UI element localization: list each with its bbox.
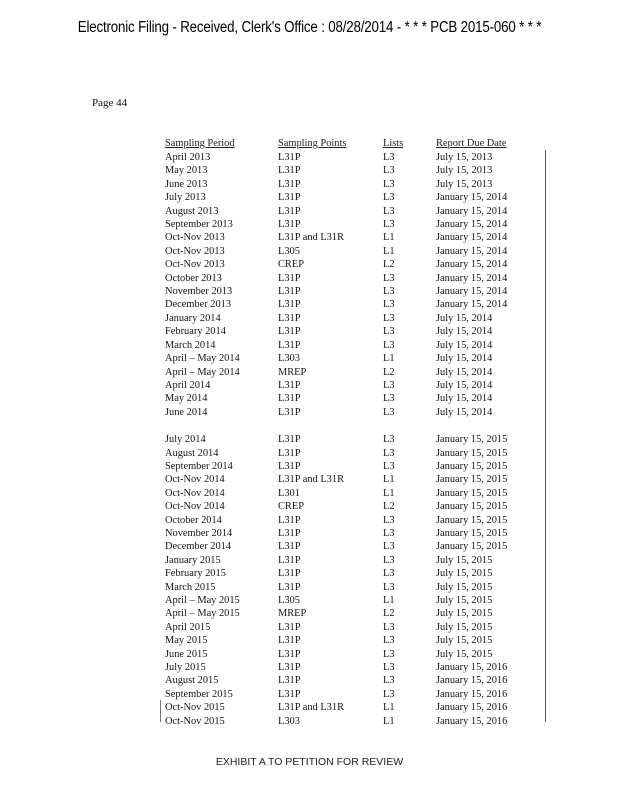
cell-sampling-period: August 2014: [165, 447, 219, 459]
table-row: [160, 607, 544, 620]
table-row: [160, 648, 544, 661]
table-row: [160, 661, 544, 674]
cell-lists: L3: [383, 514, 395, 526]
cell-report-due-date: July 15, 2014: [436, 353, 493, 365]
cell-report-due-date: January 15, 2015: [436, 447, 508, 459]
cell-lists: L3: [383, 219, 395, 231]
cell-lists: L3: [383, 675, 395, 687]
cell-sampling-points: L31P: [278, 286, 301, 298]
cell-sampling-points: L31P and L31R: [278, 232, 344, 244]
sampling-schedule-table: [160, 136, 544, 728]
cell-sampling-points: L31P: [278, 339, 301, 351]
cell-report-due-date: July 15, 2014: [436, 379, 493, 391]
cell-lists: L3: [383, 648, 395, 660]
cell-lists: L3: [383, 568, 395, 580]
filing-stamp-header: Electronic Filing - Received, Clerk's Office : 08/28/2014 - * * * PCB 2015-060 * * *: [77, 19, 542, 36]
table-row: [160, 554, 544, 567]
cell-lists: L3: [383, 326, 395, 338]
table-row: [160, 178, 544, 191]
cell-lists: L2: [383, 608, 395, 620]
cell-lists: L1: [383, 702, 395, 714]
cell-sampling-period: November 2013: [165, 286, 233, 298]
cell-sampling-points: L31P: [278, 312, 301, 324]
cell-sampling-period: December 2014: [165, 541, 232, 553]
table-row: [160, 298, 544, 311]
cell-sampling-period: May 2013: [165, 165, 208, 177]
table-row: [160, 514, 544, 527]
cell-lists: L3: [383, 192, 395, 204]
cell-report-due-date: January 15, 2015: [436, 434, 508, 446]
cell-lists: L3: [383, 662, 395, 674]
table-row: [160, 245, 544, 258]
cell-lists: L3: [383, 165, 395, 177]
cell-report-due-date: January 15, 2014: [436, 272, 508, 284]
table-row: [160, 540, 544, 553]
cell-sampling-period: May 2015: [165, 635, 208, 647]
cell-report-due-date: January 15, 2016: [436, 688, 508, 700]
cell-lists: L1: [383, 353, 395, 365]
cell-lists: L3: [383, 460, 395, 472]
cell-lists: L3: [383, 299, 395, 311]
cell-lists: L3: [383, 541, 395, 553]
cell-lists: L3: [383, 434, 395, 446]
cell-report-due-date: July 15, 2014: [436, 366, 493, 378]
table-row: [160, 164, 544, 177]
cell-lists: L3: [383, 339, 395, 351]
cell-sampling-points: L31P: [278, 621, 301, 633]
cell-sampling-period: April – May 2015: [165, 595, 240, 606]
cell-lists: L1: [383, 245, 395, 257]
cell-lists: L3: [383, 205, 395, 217]
cell-lists: L3: [383, 272, 395, 284]
cell-sampling-period: April – May 2014: [165, 366, 240, 378]
table-row: [160, 325, 544, 338]
cell-report-due-date: January 15, 2016: [436, 662, 508, 674]
cell-sampling-period: December 2013: [165, 299, 232, 311]
cell-lists: L1: [383, 595, 395, 606]
cell-report-due-date: January 15, 2015: [436, 527, 508, 539]
table-row: [160, 634, 544, 647]
cell-sampling-points: L31P: [278, 192, 301, 204]
cell-lists: L3: [383, 393, 395, 405]
cell-report-due-date: July 15, 2015: [436, 621, 493, 633]
cell-sampling-period: May 2014: [165, 393, 208, 405]
cell-report-due-date: January 15, 2014: [436, 219, 508, 231]
cell-sampling-period: August 2015: [165, 675, 219, 687]
cell-lists: L1: [383, 232, 395, 244]
cell-sampling-points: L31P: [278, 554, 301, 566]
cell-report-due-date: January 15, 2016: [436, 675, 508, 687]
table-right-border: [545, 150, 546, 722]
cell-report-due-date: July 15, 2015: [436, 568, 493, 580]
cell-report-due-date: July 15, 2015: [436, 554, 493, 566]
cell-sampling-points: L31P: [278, 299, 301, 311]
table-row: [160, 272, 544, 285]
cell-report-due-date: July 15, 2015: [436, 595, 493, 606]
cell-lists: L3: [383, 688, 395, 700]
cell-report-due-date: July 15, 2014: [436, 393, 493, 405]
cell-sampling-points: L31P: [278, 568, 301, 580]
cell-lists: L3: [383, 406, 395, 418]
table-row: [160, 527, 544, 540]
table-row: [160, 151, 544, 164]
cell-report-due-date: January 15, 2014: [436, 299, 508, 311]
cell-sampling-points: CREP: [278, 259, 304, 271]
table-row: [160, 594, 544, 607]
cell-report-due-date: January 15, 2015: [436, 514, 508, 526]
cell-sampling-points: MREP: [278, 366, 307, 378]
cell-lists: L3: [383, 312, 395, 324]
table-row: [160, 379, 544, 392]
cell-sampling-period: April 2015: [165, 621, 211, 633]
cell-sampling-period: Oct-Nov 2013: [165, 245, 225, 257]
table-row: [160, 715, 544, 728]
cell-lists: L3: [383, 635, 395, 647]
cell-sampling-period: June 2015: [165, 648, 208, 660]
cell-sampling-period: October 2014: [165, 514, 222, 526]
cell-sampling-points: L31P: [278, 514, 301, 526]
cell-report-due-date: July 15, 2014: [436, 406, 493, 418]
cell-report-due-date: July 15, 2014: [436, 326, 493, 338]
table-row: [160, 621, 544, 634]
cell-sampling-points: L31P: [278, 205, 301, 217]
cell-report-due-date: January 15, 2015: [436, 541, 508, 553]
cell-sampling-points: L31P: [278, 648, 301, 660]
cell-sampling-period: January 2015: [165, 554, 221, 566]
cell-sampling-period: August 2013: [165, 205, 219, 217]
cell-sampling-points: L31P: [278, 460, 301, 472]
cell-report-due-date: July 15, 2013: [436, 165, 493, 177]
cell-lists: L3: [383, 527, 395, 539]
cell-lists: L3: [383, 152, 395, 163]
page-number: Page 44: [92, 97, 128, 109]
cell-sampling-points: L31P: [278, 406, 301, 418]
column-header-report-due-date: Report Due Date: [436, 137, 507, 149]
cell-sampling-points: L31P: [278, 662, 301, 674]
cell-sampling-period: June 2013: [165, 178, 208, 190]
cell-report-due-date: July 15, 2015: [436, 648, 493, 660]
cell-sampling-period: Oct-Nov 2013: [165, 232, 225, 244]
table-row: [160, 473, 544, 486]
cell-sampling-period: Oct-Nov 2015: [165, 702, 225, 714]
cell-report-due-date: January 15, 2015: [436, 460, 508, 472]
cell-lists: L1: [383, 474, 395, 486]
cell-sampling-points: L31P: [278, 434, 301, 446]
cell-report-due-date: January 15, 2014: [436, 259, 508, 271]
cell-sampling-points: L31P: [278, 379, 301, 391]
table-row: [160, 191, 544, 204]
cell-sampling-period: September 2013: [165, 219, 233, 231]
table-row: [160, 688, 544, 701]
sampling-schedule-table-container: [160, 136, 546, 728]
cell-sampling-period: Oct-Nov 2013: [165, 259, 225, 271]
table-row: [160, 406, 544, 419]
cell-sampling-points: CREP: [278, 501, 304, 513]
cell-lists: L3: [383, 554, 395, 566]
cell-report-due-date: January 15, 2014: [436, 205, 508, 217]
cell-sampling-points: L31P: [278, 527, 301, 539]
table-body: [160, 151, 544, 728]
cell-sampling-period: February 2014: [165, 326, 226, 338]
cell-sampling-period: November 2014: [165, 527, 233, 539]
cell-sampling-points: L31P: [278, 447, 301, 459]
table-header-row: [160, 136, 544, 151]
cell-sampling-points: L31P: [278, 581, 301, 593]
cell-sampling-points: L31P: [278, 675, 301, 687]
cell-sampling-period: June 2014: [165, 406, 208, 418]
cell-sampling-period: April – May 2014: [165, 353, 240, 365]
table-row: [160, 339, 544, 352]
table-row: [160, 258, 544, 271]
cell-sampling-period: October 2013: [165, 272, 222, 284]
table-row: [160, 231, 544, 244]
cell-sampling-points: L31P and L31R: [278, 702, 344, 714]
cell-report-due-date: July 15, 2015: [436, 581, 493, 593]
cell-sampling-points: L31P: [278, 326, 301, 338]
cell-lists: L2: [383, 501, 395, 513]
table-row: [160, 567, 544, 580]
cell-lists: L3: [383, 286, 395, 298]
cell-lists: L3: [383, 621, 395, 633]
cell-lists: L3: [383, 178, 395, 190]
cell-sampling-period: July 2014: [165, 434, 206, 446]
table-row: [160, 205, 544, 218]
cell-lists: L3: [383, 447, 395, 459]
cell-sampling-points: L305: [278, 245, 300, 257]
table-row: [160, 218, 544, 231]
cell-report-due-date: January 15, 2015: [436, 501, 508, 513]
table-row: [160, 674, 544, 687]
table-row: [160, 581, 544, 594]
cell-sampling-period: February 2015: [165, 568, 226, 580]
cell-report-due-date: January 15, 2014: [436, 245, 508, 257]
table-row: [160, 366, 544, 379]
cell-report-due-date: July 15, 2015: [436, 635, 493, 647]
cell-report-due-date: January 15, 2016: [436, 702, 508, 714]
table-row: [160, 392, 544, 405]
cell-report-due-date: July 15, 2014: [436, 312, 493, 324]
table-row: [160, 487, 544, 500]
cell-sampling-period: Oct-Nov 2014: [165, 474, 225, 486]
column-header-lists: Lists: [383, 137, 404, 149]
cell-sampling-period: April 2013: [165, 152, 211, 163]
cell-sampling-period: March 2015: [165, 581, 216, 593]
cell-sampling-points: L301: [278, 487, 300, 499]
cell-sampling-points: L31P: [278, 219, 301, 231]
cell-report-due-date: January 15, 2014: [436, 192, 508, 204]
table-row: [160, 447, 544, 460]
column-header-sampling-points: Sampling Points: [278, 137, 347, 149]
cell-sampling-period: September 2014: [165, 460, 233, 472]
cell-lists: L2: [383, 366, 395, 378]
cell-lists: L3: [383, 379, 395, 391]
cell-sampling-points: L31P: [278, 635, 301, 647]
cell-sampling-period: April 2014: [165, 379, 211, 391]
table-row: [160, 460, 544, 473]
cell-lists: L2: [383, 259, 395, 271]
cell-lists: L3: [383, 581, 395, 593]
table-row: [160, 500, 544, 513]
table-row: [160, 701, 544, 714]
cell-sampling-period: January 2014: [165, 312, 221, 324]
cell-report-due-date: January 15, 2014: [436, 232, 508, 244]
cell-sampling-period: July 2015: [165, 662, 206, 674]
table-row: [160, 312, 544, 325]
cell-sampling-points: L31P: [278, 688, 301, 700]
cell-sampling-points: L31P: [278, 178, 301, 190]
cell-lists: L1: [383, 487, 395, 499]
cell-sampling-period: Oct-Nov 2014: [165, 501, 225, 513]
cell-report-due-date: January 15, 2016: [436, 715, 508, 727]
cell-lists: L1: [383, 715, 395, 727]
cell-sampling-period: July 2013: [165, 192, 206, 204]
cell-sampling-points: MREP: [278, 608, 307, 620]
column-header-sampling-period: Sampling Period: [165, 137, 235, 149]
cell-sampling-points: L303: [278, 715, 300, 727]
cell-sampling-points: L31P: [278, 393, 301, 405]
table-row: [160, 352, 544, 365]
table-row: [160, 285, 544, 298]
cell-report-due-date: July 15, 2014: [436, 339, 493, 351]
cell-report-due-date: July 15, 2015: [436, 608, 493, 620]
cell-sampling-points: L305: [278, 595, 300, 606]
cell-sampling-points: L31P: [278, 165, 301, 177]
cell-report-due-date: July 15, 2013: [436, 178, 493, 190]
cell-report-due-date: January 15, 2014: [436, 286, 508, 298]
cell-sampling-period: Oct-Nov 2014: [165, 487, 225, 499]
table-left-border-fragment: [160, 700, 161, 722]
cell-sampling-points: L303: [278, 353, 300, 365]
cell-sampling-points: L31P and L31R: [278, 474, 344, 486]
cell-sampling-period: Oct-Nov 2015: [165, 715, 225, 727]
cell-sampling-points: L31P: [278, 272, 301, 284]
cell-report-due-date: January 15, 2015: [436, 474, 508, 486]
cell-sampling-period: March 2014: [165, 339, 216, 351]
cell-sampling-points: L31P: [278, 152, 301, 163]
exhibit-footer: EXHIBIT A TO PETITION FOR REVIEW: [215, 756, 404, 768]
cell-report-due-date: July 15, 2013: [436, 152, 493, 163]
cell-sampling-period: September 2015: [165, 688, 233, 700]
table-row: [160, 419, 544, 446]
cell-report-due-date: January 15, 2015: [436, 487, 508, 499]
cell-sampling-period: April – May 2015: [165, 608, 240, 620]
cell-sampling-points: L31P: [278, 541, 301, 553]
